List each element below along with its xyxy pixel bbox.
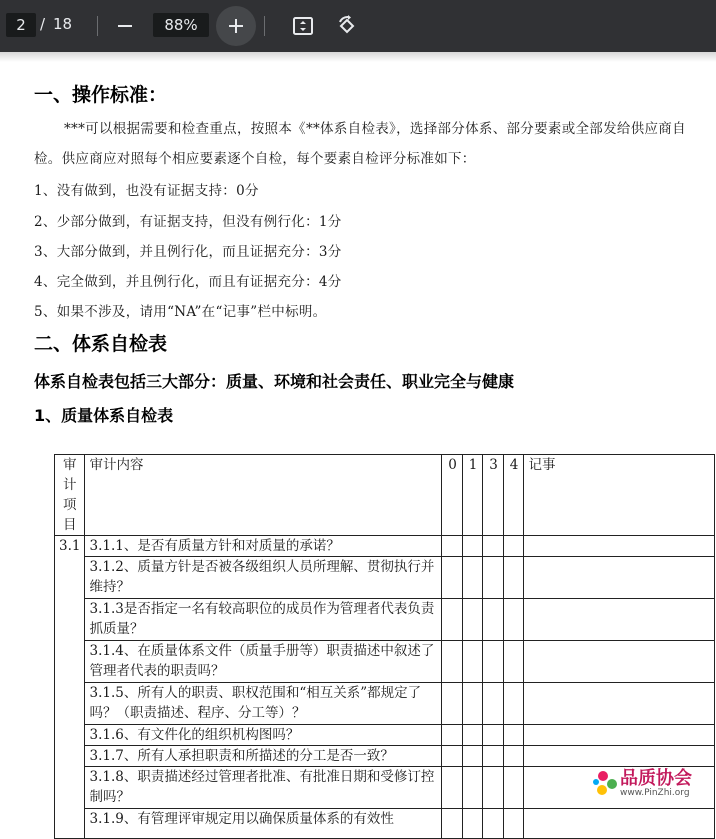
zoom-out-button[interactable] bbox=[105, 6, 145, 46]
note-cell[interactable] bbox=[524, 557, 715, 599]
score-cell[interactable] bbox=[463, 557, 483, 599]
score-cell[interactable] bbox=[504, 809, 524, 839]
table-row bbox=[55, 809, 715, 839]
score-cell[interactable] bbox=[442, 683, 463, 725]
audit-question: 3.1.8、职责描述经过管理者批准、有批准日期和受修订控制吗？ bbox=[85, 767, 442, 809]
score-cell[interactable] bbox=[463, 809, 483, 839]
audit-question: 3.1.6、有文件化的组织机构图吗？ bbox=[85, 725, 442, 746]
score-cell[interactable] bbox=[463, 725, 483, 746]
score-cell[interactable] bbox=[463, 599, 483, 641]
page-total: 18 bbox=[53, 15, 73, 33]
note-cell[interactable] bbox=[524, 641, 715, 683]
note-cell[interactable] bbox=[524, 599, 715, 641]
fit-to-page-button[interactable] bbox=[283, 6, 323, 46]
audit-question: 3.1.2、质量方针是否被各级组织人员所理解、贯彻执行并维持？ bbox=[85, 557, 442, 599]
category-label: 3.1 bbox=[59, 538, 81, 554]
score-cell[interactable] bbox=[483, 557, 504, 599]
score-cell[interactable] bbox=[504, 536, 524, 557]
score-cell[interactable] bbox=[442, 809, 463, 839]
audit-question: 3.1.1、是否有质量方针和对质量的承诺？ bbox=[85, 536, 442, 557]
header-score-0: 0 bbox=[442, 455, 463, 536]
score-cell[interactable] bbox=[463, 641, 483, 683]
note-cell[interactable] bbox=[524, 683, 715, 725]
table-row bbox=[55, 599, 715, 641]
section1-title: 一、操作标准： bbox=[34, 84, 168, 106]
snowflake-logo-icon bbox=[590, 764, 620, 800]
intro-paragraph: ***可以根据需要和检查重点，按照本《**体系自检表》，选择部分体系、部分要素或全部发给供应商自检。供应商应对照每个相应要素逐个自检，每个要素自检评分标准如下： bbox=[34, 121, 686, 167]
score-cell[interactable] bbox=[442, 557, 463, 599]
score-cell[interactable] bbox=[504, 599, 524, 641]
toolbar-shadow bbox=[0, 52, 716, 62]
table-row bbox=[55, 557, 715, 599]
criteria-item: 5、如果不涉及，请用“NA”在“记事”栏中标明。 bbox=[34, 304, 327, 320]
score-cell[interactable] bbox=[504, 725, 524, 746]
header-audit-content: 审计内容 bbox=[85, 455, 442, 536]
toolbar-divider bbox=[97, 16, 98, 36]
score-cell[interactable] bbox=[442, 599, 463, 641]
minus-icon bbox=[117, 18, 133, 34]
audit-question: 3.1.9、有管理评审规定用以确保质量体系的有效性 bbox=[85, 809, 442, 839]
score-cell[interactable] bbox=[504, 767, 524, 809]
pdf-toolbar bbox=[0, 0, 716, 52]
watermark-brand: 品质协会 bbox=[620, 768, 692, 789]
header-score-1: 1 bbox=[463, 455, 483, 536]
score-cell[interactable] bbox=[483, 746, 504, 767]
audit-question: 3.1.7、所有人承担职责和所描述的分工是否一致？ bbox=[85, 746, 442, 767]
score-cell[interactable] bbox=[442, 641, 463, 683]
header-note: 记事 bbox=[524, 455, 715, 536]
page-separator: / bbox=[40, 15, 46, 33]
audit-question: 3.1.4、在质量体系文件（质量手册等）职责描述中叙述了管理者代表的职责吗？ bbox=[85, 641, 442, 683]
score-cell[interactable] bbox=[483, 599, 504, 641]
score-cell[interactable] bbox=[442, 536, 463, 557]
score-cell[interactable] bbox=[483, 641, 504, 683]
criteria-item: 2、少部分做到，有证据支持，但没有例行化：1分 bbox=[34, 214, 342, 230]
category-cell bbox=[55, 536, 85, 839]
score-cell[interactable] bbox=[463, 536, 483, 557]
score-cell[interactable] bbox=[504, 746, 524, 767]
score-cell[interactable] bbox=[483, 767, 504, 809]
score-cell[interactable] bbox=[463, 746, 483, 767]
audit-question: 3.1.3是否指定一名有较高职位的成员作为管理者代表负责抓质量？ bbox=[85, 599, 442, 641]
score-cell[interactable] bbox=[504, 641, 524, 683]
audit-question: 3.1.5、所有人的职责、职权范围和“相互关系”都规定了吗？（职责描述、程序、分工等）？ bbox=[85, 683, 442, 725]
score-cell[interactable] bbox=[483, 725, 504, 746]
score-cell[interactable] bbox=[483, 809, 504, 839]
watermark bbox=[590, 762, 716, 802]
section2-subtitle: 体系自检表包括三大部分：质量、环境和社会责任、职业完全与健康 bbox=[34, 372, 515, 391]
note-cell[interactable] bbox=[524, 725, 715, 746]
score-cell[interactable] bbox=[483, 683, 504, 725]
section2-1-title: 1、质量体系自检表 bbox=[34, 406, 174, 425]
table-row bbox=[55, 641, 715, 683]
note-cell[interactable] bbox=[524, 536, 715, 557]
criteria-item: 3、大部分做到，并且例行化，而且证据充分：3分 bbox=[34, 244, 342, 260]
score-cell[interactable] bbox=[504, 557, 524, 599]
rotate-icon bbox=[336, 15, 358, 37]
note-cell[interactable] bbox=[524, 809, 715, 839]
header-audit-item: 审计项目 bbox=[55, 455, 85, 536]
table-row bbox=[55, 683, 715, 725]
score-cell[interactable] bbox=[463, 683, 483, 725]
score-cell[interactable] bbox=[442, 725, 463, 746]
score-cell[interactable] bbox=[442, 746, 463, 767]
rotate-button[interactable] bbox=[327, 6, 367, 46]
criteria-item: 1、没有做到，也没有证据支持：0分 bbox=[34, 183, 259, 199]
score-cell[interactable] bbox=[442, 767, 463, 809]
fit-page-icon bbox=[292, 15, 314, 37]
score-cell[interactable] bbox=[504, 683, 524, 725]
score-cell[interactable] bbox=[483, 536, 504, 557]
table-header-row bbox=[55, 455, 715, 536]
header-score-3: 3 bbox=[483, 455, 504, 536]
plus-icon bbox=[228, 18, 244, 34]
table-row bbox=[55, 725, 715, 746]
page-number-input[interactable]: 2 bbox=[6, 13, 36, 37]
table-row bbox=[55, 536, 715, 557]
criteria-item: 4、完全做到，并且例行化，而且有证据充分：4分 bbox=[34, 274, 342, 290]
watermark-url: www.PinZhi.org bbox=[620, 788, 690, 798]
toolbar-divider bbox=[264, 16, 265, 36]
header-score-4: 4 bbox=[504, 455, 524, 536]
section2-title: 二、体系自检表 bbox=[34, 333, 168, 355]
zoom-in-button[interactable] bbox=[216, 6, 256, 46]
zoom-level-input[interactable]: 88% bbox=[153, 13, 209, 37]
score-cell[interactable] bbox=[463, 767, 483, 809]
